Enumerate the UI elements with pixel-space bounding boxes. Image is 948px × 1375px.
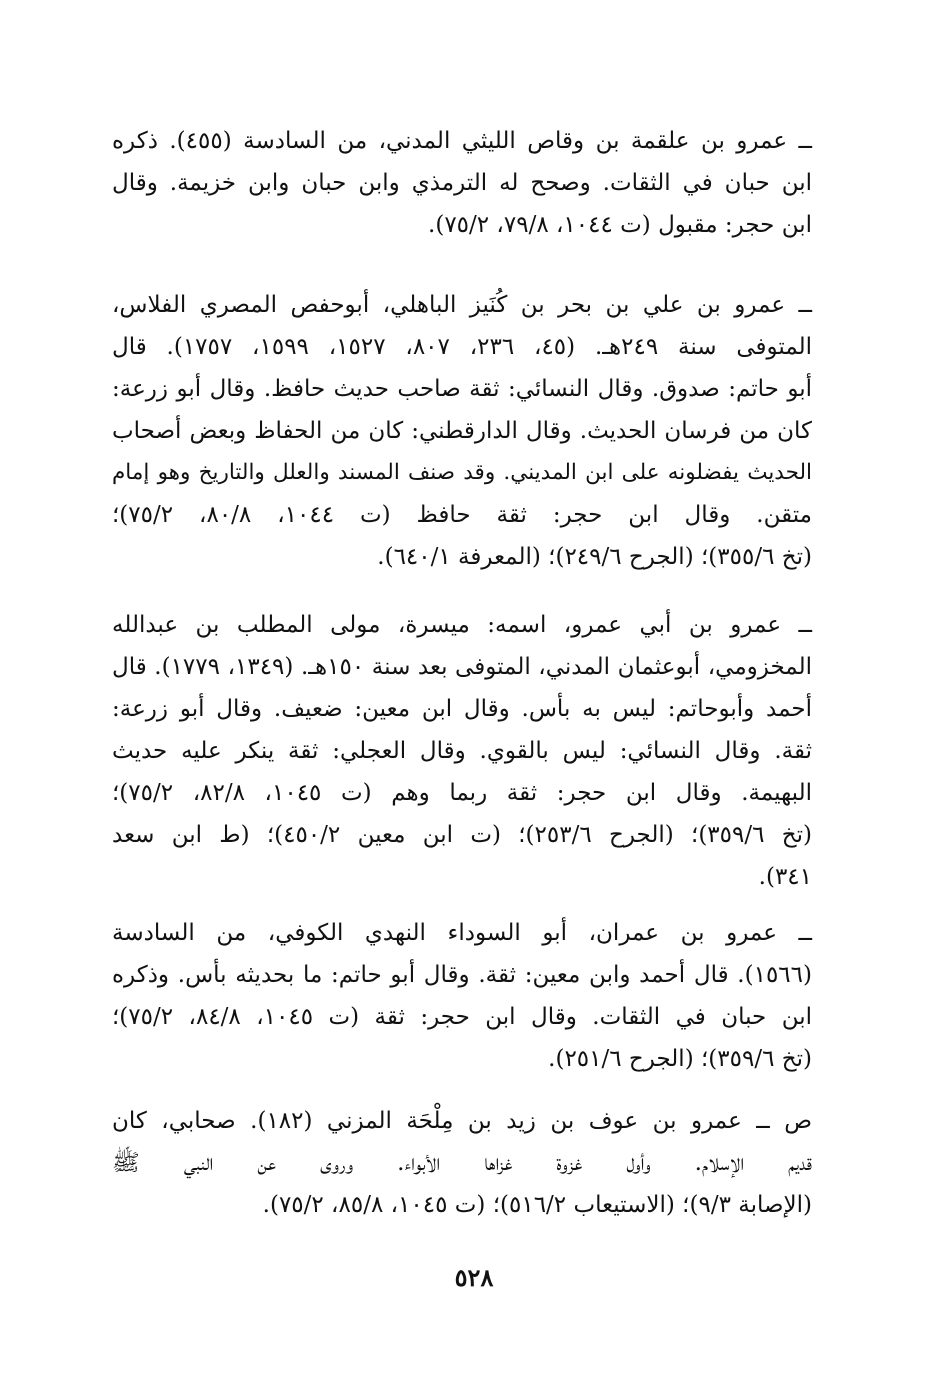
text-line: قديم الإسلام. وأول غزوة غزاها الأبواء. وروى عن النبي ﷺ bbox=[112, 1150, 812, 1176]
text-line: ابن حجر: مقبول (ت ١٠٤٤، ٧٩/٨، ٧٥/٢). bbox=[428, 212, 812, 238]
text-line: (١٥٦٦). قال أحمد وابن معين: ثقة. وقال أبو حاتم: ما بحديثه بأس. وذكره bbox=[112, 962, 812, 988]
text-line: كان من فرسان الحديث. وقال الدارقطني: كان من الحفاظ وبعض أصحاب bbox=[112, 418, 812, 444]
text-line: ــ عمرو بن أبي عمرو، اسمه: ميسرة، مولى المطلب بن عبدالله bbox=[112, 612, 812, 638]
text-line: (تخ ٣٥٩/٦)؛ (الجرح ٢٥١/٦). bbox=[548, 1046, 812, 1072]
text-line: المتوفى سنة ٢٤٩هـ. (٤٥، ٢٣٦، ٨٠٧، ١٥٢٧، ١٥٩٩، ١٧٥٧). قال bbox=[112, 334, 813, 360]
text-line: (الإصابة ٩/٣)؛ (الاستيعاب ٥١٦/٢)؛ (ت ١٠٤٥، ٨٥/٨، ٧٥/٢). bbox=[262, 1192, 812, 1218]
text-line: (تخ ٣٥٩/٦)؛ (الجرح ٢٥٣/٦)؛ (ت ابن معين ٤٥٠/٢)؛ (ط ابن سعد bbox=[112, 822, 812, 848]
entry-amr-ibn-awf bbox=[112, 1100, 812, 1226]
page-number: ٥٢٨ bbox=[454, 1263, 494, 1292]
text-line: ــ عمرو بن علقمة بن وقاص الليثي المدني، من السادسة (٤٥٥). ذكره bbox=[112, 128, 813, 154]
text-line: أحمد وأبوحاتم: ليس به بأس. وقال ابن معين: ضعيف. وقال أبو زرعة: bbox=[112, 696, 812, 722]
text-line: ابن حبان في الثقات. وقال ابن حجر: ثقة (ت ١٠٤٥، ٨٤/٨، ٧٥/٢)؛ bbox=[112, 1004, 813, 1030]
text-line: ثقة. وقال النسائي: ليس بالقوي. وقال العجلي: ثقة ينكر عليه حديث bbox=[112, 738, 812, 764]
entry-amr-ibn-alqama bbox=[112, 120, 812, 246]
text-line: البهيمة. وقال ابن حجر: ثقة ربما وهم (ت ١٠٤٥، ٨٢/٨، ٧٥/٢)؛ bbox=[112, 780, 813, 806]
entry-amr-ibn-abi-amr bbox=[112, 604, 812, 898]
text-line: (تخ ٣٥٥/٦)؛ (الجرح ٢٤٩/٦)؛ (المعرفة ٦٤٠/١). bbox=[377, 544, 812, 570]
entry-amr-ibn-ali bbox=[112, 284, 812, 578]
text-line: الحديث يفضلونه على ابن المديني. وقد صنف المسند والعلل والتاريخ وهو إمام bbox=[112, 460, 812, 485]
text-line: ــ عمرو بن عمران، أبو السوداء النهدي الكوفي، من السادسة bbox=[112, 920, 812, 946]
text-line: ص ــ عمرو بن عوف بن زيد بن مِلْحَة المزني (١٨٢). صحابي، كان bbox=[112, 1108, 812, 1134]
text-line: ابن حبان في الثقات. وصحح له الترمذي وابن حبان وابن خزيمة. وقال bbox=[112, 170, 812, 196]
text-line: المخزومي، أبوعثمان المدني، المتوفى بعد سنة ١٥٠هـ. (١٣٤٩، ١٧٧٩). قال bbox=[112, 654, 813, 680]
text-line: ــ عمرو بن علي بن بحر بن كُنَيز الباهلي، أبوحفص المصري الفلاس، bbox=[112, 292, 812, 318]
text-line: أبو حاتم: صدوق. وقال النسائي: ثقة صاحب حديث حافظ. وقال أبو زرعة: bbox=[112, 376, 812, 402]
text-line: متقن. وقال ابن حجر: ثقة حافظ (ت ١٠٤٤، ٨٠/٨، ٧٥/٢)؛ bbox=[112, 502, 812, 528]
text-line: ٣٤١). bbox=[758, 864, 812, 890]
entry-amr-ibn-imran bbox=[112, 912, 812, 1080]
